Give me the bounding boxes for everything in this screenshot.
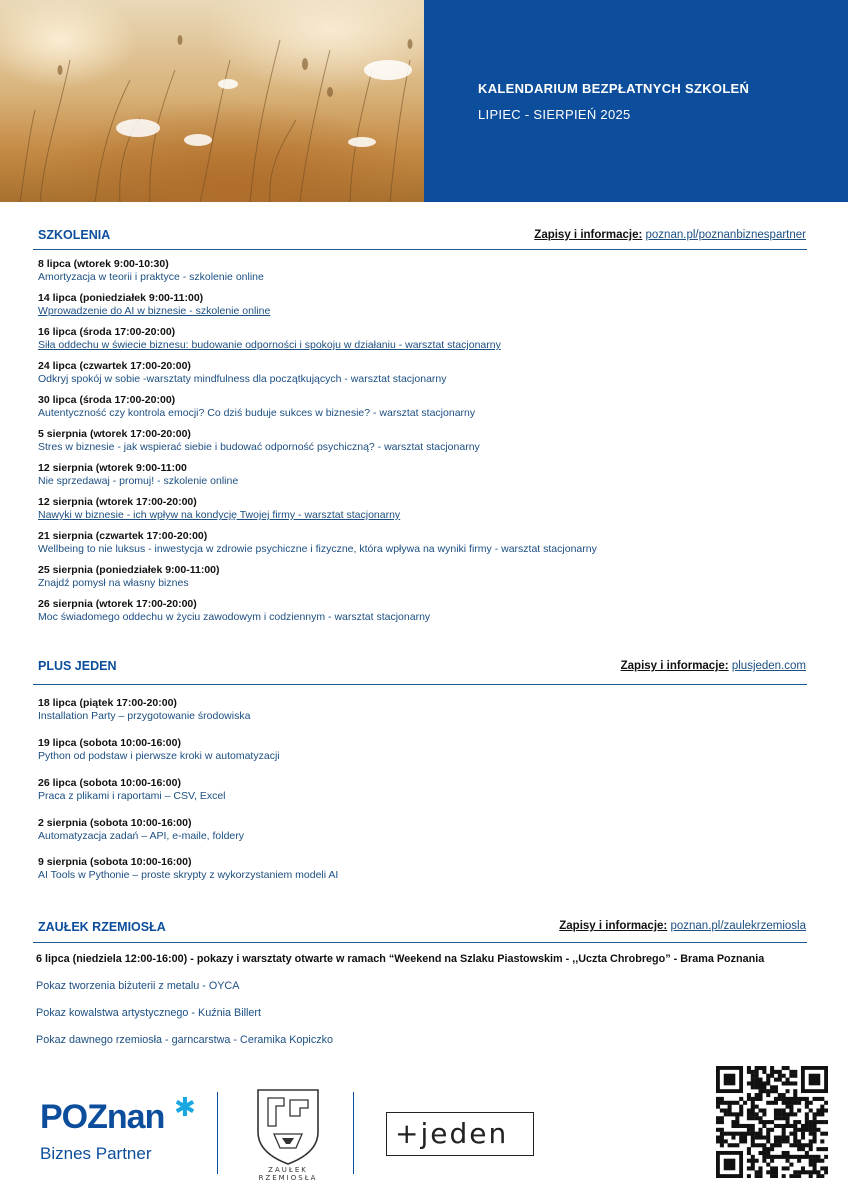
- item-description: Znajdź pomysł na własny biznes: [38, 577, 189, 589]
- asterisk-icon: ✱: [174, 1092, 196, 1122]
- info-label: Zapisy i informacje:: [620, 660, 729, 672]
- item-date: 30 lipca (środa 17:00-20:00): [38, 394, 176, 406]
- plusjeden-logo: [386, 1112, 534, 1156]
- list-item: [38, 360, 808, 386]
- zaulek-event-headline: 6 lipca (niedziela 12:00-16:00) - pokazy i warsztaty otwarte w ramach “Weekend na Szlaku Piastowskim - ,,Uczta Chrobrego” - Brama Poznania: [36, 953, 765, 965]
- zaulek-info: [559, 920, 806, 932]
- list-item: [38, 817, 808, 843]
- section-divider: [33, 249, 807, 250]
- item-description: Python od podstaw i pierwsze kroki w automatyzacji: [38, 750, 280, 762]
- item-link[interactable]: Wprowadzenie do AI w biznesie - szkolenie online: [38, 305, 271, 317]
- item-date: 12 sierpnia (wtorek 17:00-20:00): [38, 496, 197, 508]
- list-item: [38, 462, 808, 488]
- item-date: 5 sierpnia (wtorek 17:00-20:00): [38, 428, 191, 440]
- item-date: 8 lipca (wtorek 9:00-10:30): [38, 258, 169, 270]
- header-banner: [0, 0, 848, 202]
- item-date: 14 lipca (poniedziałek 9:00-11:00): [38, 292, 204, 304]
- item-description: AI Tools w Pythonie – proste skrypty z wykorzystaniem modeli AI: [38, 869, 339, 881]
- poznan-logo-wordmark: POZnan: [40, 1098, 165, 1136]
- list-item: [38, 856, 808, 882]
- section-divider: [33, 942, 807, 943]
- section-title-zaulek: ZAUŁEK RZEMIOSŁA: [38, 920, 166, 934]
- list-item: [38, 496, 808, 522]
- list-item: [38, 258, 808, 284]
- list-item: [38, 394, 808, 420]
- meadow-grass-illustration: [0, 0, 424, 202]
- poznan-biznes-partner-logo: [40, 1092, 200, 1170]
- info-label: Zapisy i informacje:: [534, 229, 643, 241]
- list-item: [38, 564, 808, 590]
- list-item: [38, 292, 808, 318]
- item-description: Amortyzacja w teorii i praktyce - szkolenie online: [38, 271, 264, 283]
- item-date: 24 lipca (czwartek 17:00-20:00): [38, 360, 191, 372]
- list-item: [38, 598, 808, 624]
- szkolenia-info: [534, 229, 806, 241]
- zaulek-rzemiosla-logo: [246, 1086, 330, 1182]
- item-date: 12 sierpnia (wtorek 9:00-11:00: [38, 462, 187, 474]
- plusjeden-info: [621, 660, 806, 672]
- item-date: 2 sierpnia (sobota 10:00-16:00): [38, 817, 192, 829]
- item-date: 21 sierpnia (czwartek 17:00-20:00): [38, 530, 208, 542]
- header-photo-meadow: [0, 0, 424, 202]
- qr-code-image: [716, 1066, 828, 1178]
- item-description: Automatyzacja zadań – API, e-maile, foldery: [38, 830, 245, 842]
- section-title-plusjeden: PLUS JEDEN: [38, 659, 117, 673]
- item-date: 26 sierpnia (wtorek 17:00-20:00): [38, 598, 197, 610]
- poznan-logo-subtitle: Biznes Partner: [40, 1144, 152, 1163]
- header-blue-panel: [424, 0, 848, 202]
- list-item: [38, 697, 808, 723]
- item-description: Nie sprzedawaj - promuj! - szkolenie online: [38, 475, 239, 487]
- logo-divider: [217, 1092, 218, 1174]
- item-date: 9 sierpnia (sobota 10:00-16:00): [38, 856, 192, 868]
- item-description: Praca z plikami i raportami – CSV, Excel: [38, 790, 226, 802]
- szkolenia-info-link[interactable]: poznan.pl/poznanbiznespartner: [645, 229, 806, 241]
- zaulek-logo-text: ZAUŁEK RZEMIOSŁA: [258, 1166, 318, 1182]
- item-description: Installation Party – przygotowanie środowiska: [38, 710, 251, 722]
- list-item: [38, 737, 808, 763]
- plusjeden-logo-text: +jeden: [395, 1117, 509, 1150]
- item-link[interactable]: Nawyki w biznesie - ich wpływ na kondycję Twojej firmy - warsztat stacjonarny: [38, 509, 401, 521]
- page-title: KALENDARIUM BEZPŁATNYCH SZKOLEŃ: [478, 81, 750, 96]
- item-description: Odkryj spokój w sobie -warsztaty mindfulness dla początkujących - warsztat stacjonarny: [38, 373, 447, 385]
- item-date: 16 lipca (środa 17:00-20:00): [38, 326, 176, 338]
- info-label: Zapisy i informacje:: [559, 920, 668, 932]
- section-divider: [33, 684, 807, 685]
- qr-code[interactable]: [716, 1066, 828, 1178]
- list-item: [38, 530, 808, 556]
- zaulek-event-line: Pokaz tworzenia biżuterii z metalu - OYCA: [36, 980, 240, 992]
- list-item: [38, 777, 808, 803]
- item-description: Moc świadomego oddechu w życiu zawodowym i codziennym - warsztat stacjonarny: [38, 611, 431, 623]
- list-item: [38, 428, 808, 454]
- page-subtitle: LIPIEC - SIERPIEŃ 2025: [478, 107, 631, 122]
- item-link[interactable]: Siła oddechu w świecie biznesu: budowanie odporności i spokoju w działaniu - warsztat stacjonarny: [38, 339, 501, 351]
- zaulek-event-line: Pokaz dawnego rzemiosła - garncarstwa - Ceramika Kopiczko: [36, 1034, 334, 1046]
- item-date: 18 lipca (piątek 17:00-20:00): [38, 697, 177, 709]
- section-title-szkolenia: SZKOLENIA: [38, 228, 111, 242]
- item-description: Wellbeing to nie luksus - inwestycja w zdrowie psychiczne i fizyczne, która wpływa na wyniki firmy - warsztat stacjonarny: [38, 543, 597, 555]
- item-description: Stres w biznesie - jak wspierać siebie i budować odporność psychiczną? - warsztat stacjonarny: [38, 441, 480, 453]
- logo-divider: [353, 1092, 354, 1174]
- item-description: Autentyczność czy kontrola emocji? Co dziś buduje sukces w biznesie? - warsztat stacjonarny: [38, 407, 476, 419]
- zaulek-event-line: Pokaz kowalstwa artystycznego - Kuźnia Billert: [36, 1007, 262, 1019]
- item-date: 25 sierpnia (poniedziałek 9:00-11:00): [38, 564, 220, 576]
- item-date: 19 lipca (sobota 10:00-16:00): [38, 737, 181, 749]
- zaulek-info-link[interactable]: poznan.pl/zaulekrzemiosla: [670, 920, 806, 932]
- plusjeden-info-link[interactable]: plusjeden.com: [731, 660, 806, 672]
- list-item: [38, 326, 808, 352]
- item-date: 26 lipca (sobota 10:00-16:00): [38, 777, 181, 789]
